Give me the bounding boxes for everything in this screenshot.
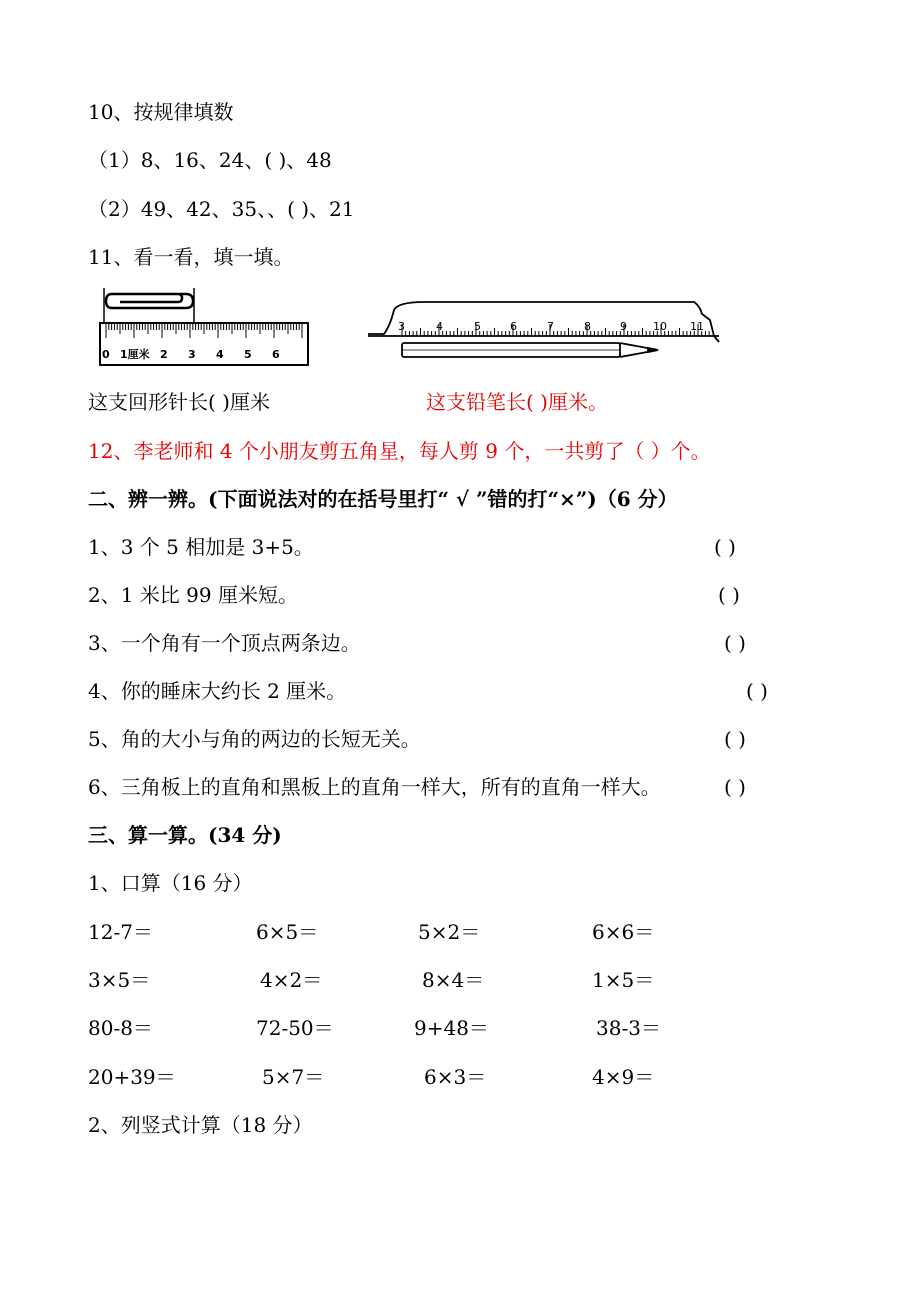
ruler2-label: 11 (690, 320, 704, 333)
calc-cell: 4×9＝ (592, 1065, 655, 1089)
ruler2-label: 9 (620, 320, 627, 333)
judge-answer-paren-2[interactable]: ( ) (718, 583, 740, 607)
ruler1-label: 1厘米 (120, 348, 150, 361)
calc-cell: 5×2＝ (418, 920, 481, 944)
section3-sub1: 1、口算（16 分） (88, 871, 253, 895)
judge-item-5: 5、角的大小与角的两边的长短无关。 (88, 727, 421, 751)
ruler1-label: 6 (272, 348, 280, 361)
ruler2-labels (398, 320, 704, 333)
ruler1-label: 3 (188, 348, 196, 361)
q10-title: 10、按规律填数 (88, 100, 234, 124)
ruler2-label: 4 (436, 320, 443, 333)
judge-answer-paren-3[interactable]: ( ) (724, 631, 746, 655)
calc-cell: 20+39＝ (88, 1065, 176, 1089)
q11-clip-caption: 这支回形针长( )厘米 (88, 390, 270, 414)
q11-title: 11、看一看，填一填。 (88, 245, 294, 269)
ruler2-label: 7 (547, 320, 554, 333)
ruler1-label: 0 (102, 348, 110, 361)
calc-cell: 38-3＝ (596, 1016, 661, 1040)
calc-cell: 72-50＝ (256, 1016, 334, 1040)
ruler2-label: 3 (398, 320, 405, 333)
calc-cell: 6×6＝ (592, 920, 655, 944)
calc-cell: 5×7＝ (262, 1065, 325, 1089)
judge-answer-paren-6[interactable]: ( ) (724, 775, 746, 799)
q11-pencil-caption: 这支铅笔长( )厘米。 (426, 390, 608, 414)
pencil-ruler-figure (364, 296, 724, 368)
judge-answer-paren-4[interactable]: ( ) (746, 679, 768, 703)
judge-item-6: 6、三角板上的直角和黑板上的直角一样大，所有的直角一样大。 (88, 775, 661, 799)
judge-answer-paren-1[interactable]: ( ) (714, 535, 736, 559)
calc-cell: 6×5＝ (256, 920, 319, 944)
judge-answer-paren-5[interactable]: ( ) (724, 727, 746, 751)
calc-cell: 9+48＝ (414, 1016, 489, 1040)
judge-item-2: 2、1 米比 99 厘米短。 (88, 583, 298, 607)
judge-item-1: 1、3 个 5 相加是 3+5。 (88, 535, 314, 559)
section2-title: 二、辨一辨。(下面说法对的在括号里打“ √ ”错的打“×”)（6 分） (88, 487, 678, 511)
calc-cell: 4×2＝ (260, 968, 323, 992)
section3-sub2: 2、列竖式计算（18 分） (88, 1113, 313, 1137)
ruler2-label: 5 (474, 320, 481, 333)
paperclip-icon (106, 294, 193, 308)
section3-title: 三、算一算。(34 分) (88, 823, 282, 847)
ruler2-label: 6 (510, 320, 517, 333)
q12-text: 12、李老师和 4 个小朋友剪五角星，每人剪 9 个，一共剪了（ ）个。 (88, 439, 711, 463)
ruler2-label: 8 (584, 320, 591, 333)
ruler1-label: 4 (216, 348, 224, 361)
calc-cell: 80-8＝ (88, 1016, 153, 1040)
ruler1-label: 2 (160, 348, 168, 361)
paperclip-ruler-figure (98, 286, 312, 368)
calc-cell: 6×3＝ (424, 1065, 487, 1089)
calc-cell: 1×5＝ (592, 968, 655, 992)
judge-item-4: 4、你的睡床大约长 2 厘米。 (88, 679, 347, 703)
pencil-icon (402, 343, 658, 357)
ruler1-label: 5 (244, 348, 252, 361)
judge-item-3: 3、一个角有一个顶点两条边。 (88, 631, 361, 655)
q10-item-2: （2）49、42、35、、( )、21 (88, 197, 355, 221)
calc-cell: 3×5＝ (88, 968, 151, 992)
calc-cell: 12-7＝ (88, 920, 153, 944)
ruler2-label: 10 (653, 320, 667, 333)
q10-item-1: （1）8、16、24、( )、48 (88, 148, 332, 172)
calc-cell: 8×4＝ (422, 968, 485, 992)
